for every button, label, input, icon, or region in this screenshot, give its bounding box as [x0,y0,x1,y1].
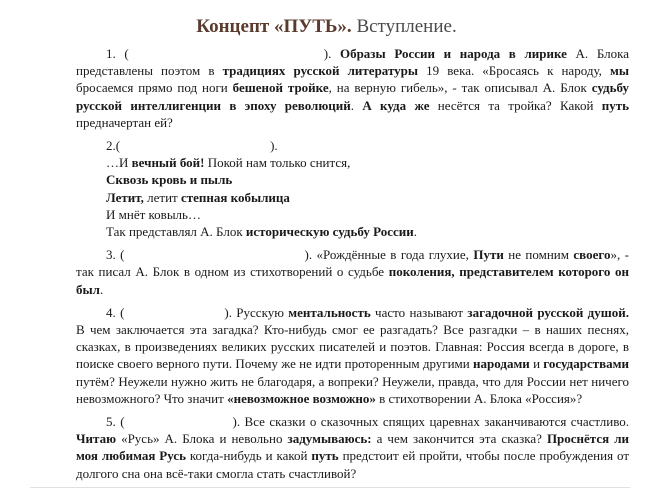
title-concept: Концепт «ПУТЬ». [196,16,352,37]
page-title [0,16,653,38]
paragraph-4: 4. ( ). Русскую ментальность часто называют загадочной русской душой. В чем заключается эта загадка? Кто-нибудь смог ее разгадать? Все разгадки – в наших песнях, сказках, в произведениях великих русских писателей и поэтов. Главная: Россия всегда в дороге, в поиске своего верного пути. Почему же не идти проторенным другими народами и государствами путём? Неужели нужно жить не благодаря, а вопреки? Неужели, правда, что для России нет ничего невозможного? Что значит «невозможное возможно» в стихотворении А. Блока «Россия»? [76,304,629,406]
poem-line: …И вечный бой! Покой нам только снится, [106,155,351,171]
paragraph-5: 5. ( ). Все сказки о сказочных спящих царевнах заканчиваются счастливо. Читаю «Русь» А. Блока и невольно задумываюсь: а чем закончится эта сказка? Проснётся ли моя любимая Русь когда-нибудь и какой путь предстоит ей пройти, чтобы после пробуждения от долгого сна она всё-таки смогла стать счастливой? [76,414,629,481]
poem-line: Сквозь кровь и пыль [106,172,233,188]
paragraph-2: 2.( ). …И вечный бой! Покой нам только снится, Сквозь кровь и пыль Летит, летит степная кобылица И мнёт ковыль… Так представлял А. Блок историческую судьбу России. [76,137,629,240]
poem-line: И мнёт ковыль… [106,206,201,222]
paragraph-1: 1. ( ). Образы России и народа в лирике А. Блока представлены поэтом в традициях русской литературы 19 века. «Бросаясь к народу, мы бросаемся прямо под ноги бешеной тройке, на верную гибель», - так описывал А. Блок судьбу русской интеллигенции в эпоху революций. А куда же несётся та тройка? Какой путь предначертан ей? [76,46,630,130]
document-body [76,45,629,482]
divider [30,487,630,488]
poem-line: Так представлял А. Блок историческую судьбу России. [106,224,418,240]
paragraph-3: 3. ( ). «Рождённые в года глухие, Пути не помним своего», - так писал А. Блок в одном из стихотворений о судьбе поколения, представителем которого он был. [76,247,630,297]
poem-line: Летит, летит степная кобылица [106,189,290,205]
title-intro: Вступление. [351,16,457,37]
